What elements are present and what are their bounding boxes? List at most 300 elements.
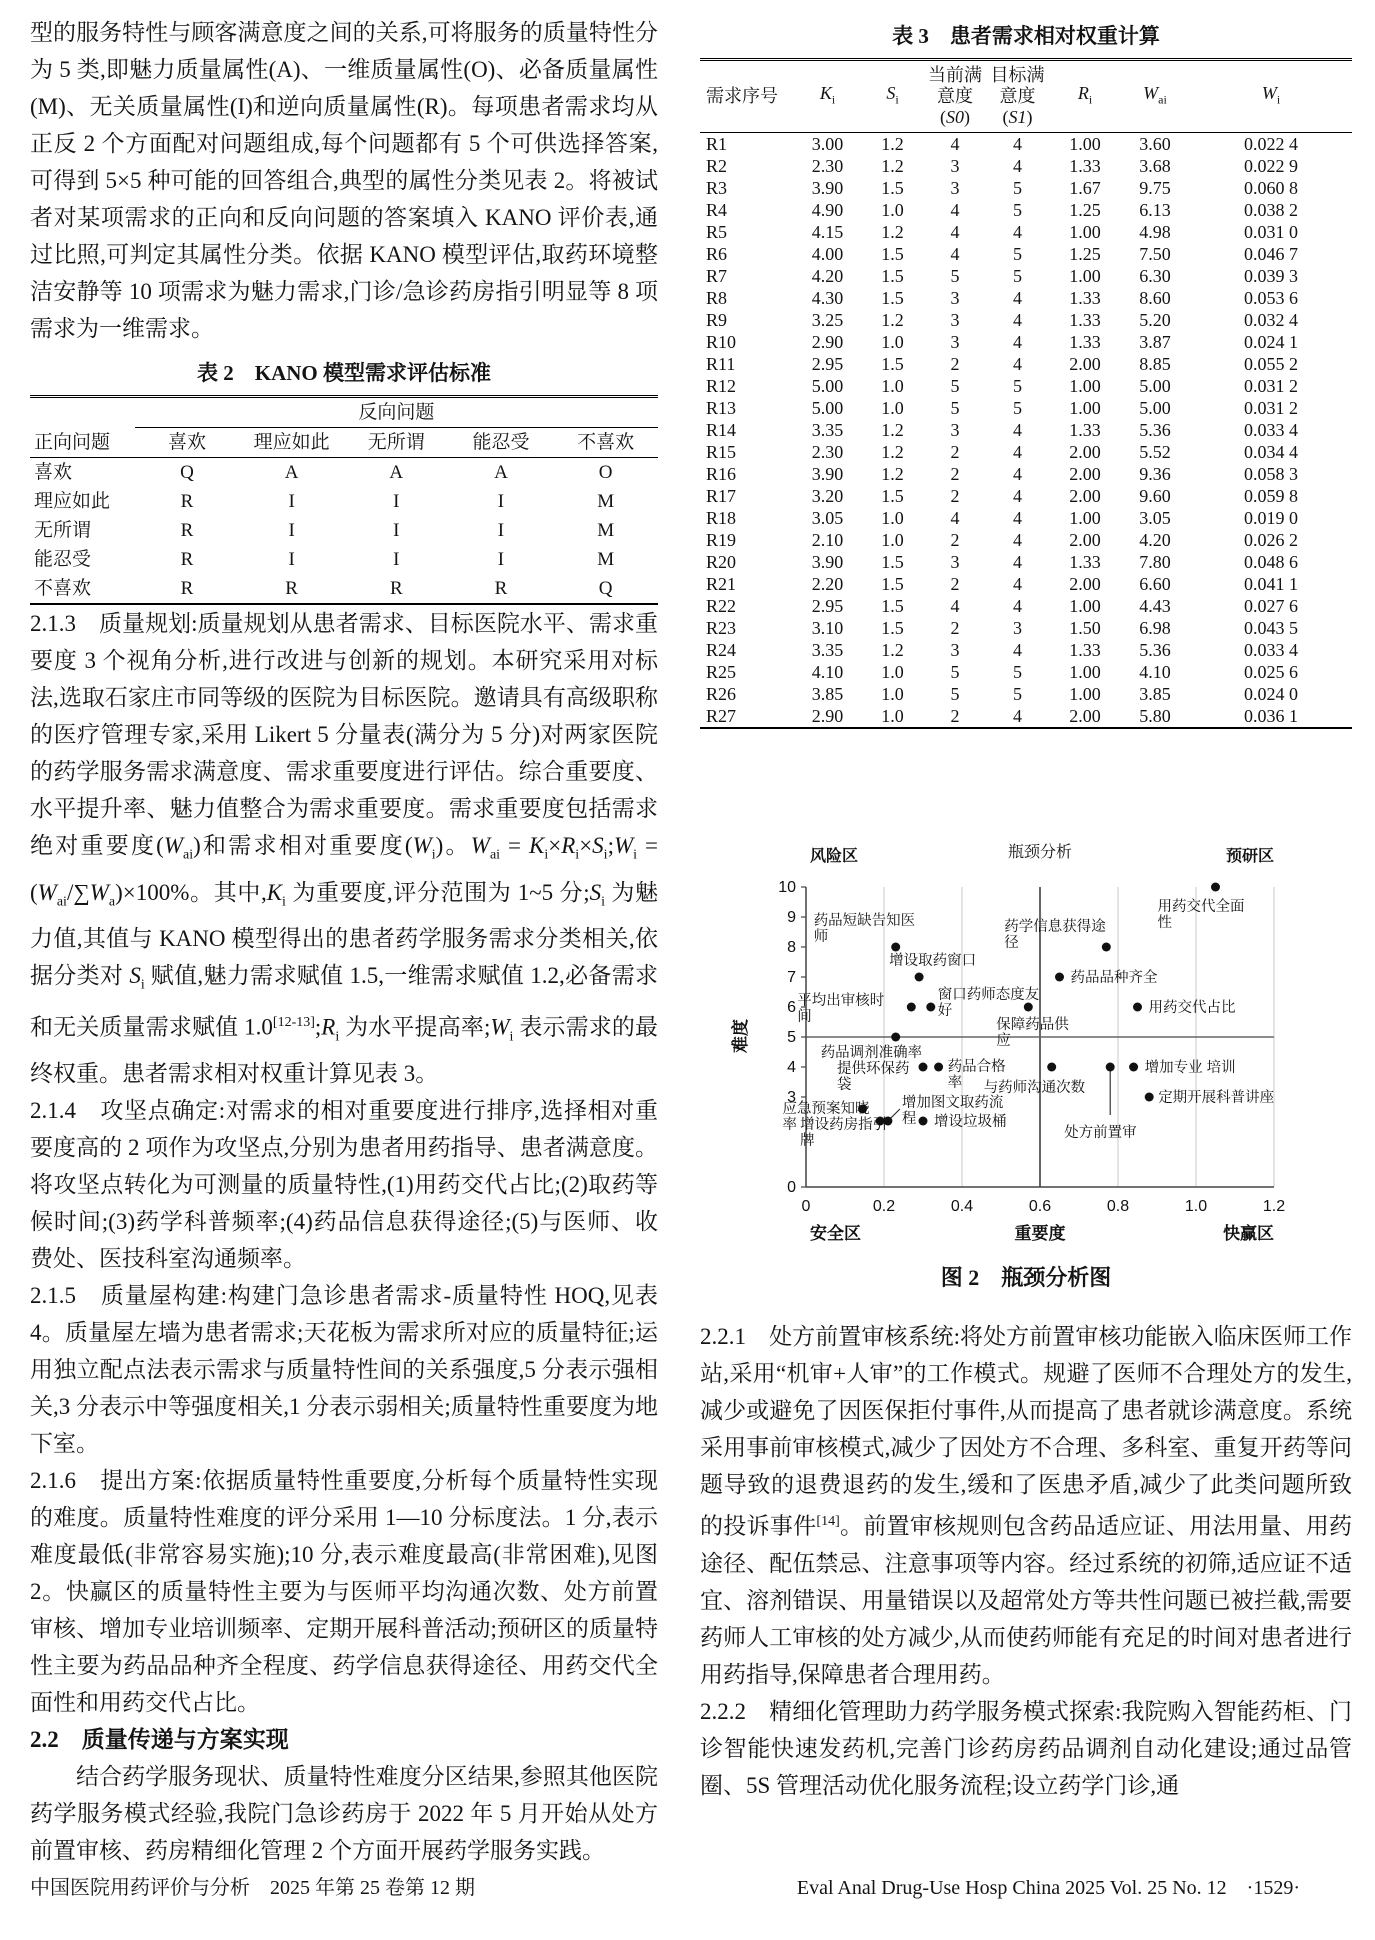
table3-row [700,155,1352,177]
point-label: 用药交代全面 [1157,899,1245,915]
data-point [1211,883,1220,892]
data-point [1024,1003,1033,1012]
table3-cell: 9.75 [1139,178,1171,198]
table3-cell: 1.50 [1069,618,1101,638]
table2-row-header: 不喜欢 [34,578,92,599]
table3-cell: 2.95 [811,596,844,616]
table3-row-id: R12 [706,376,737,396]
table3-cell: 1.00 [1069,376,1101,396]
table3-cell: 2 [950,442,960,462]
table3-cell: 2.00 [1069,530,1101,550]
table3-row-id: R13 [706,398,737,418]
table2-group-header: 反向问题 [135,397,658,428]
table3-cell: 3 [950,178,960,198]
table3-cell: 3.00 [811,134,844,154]
data-point [915,973,924,982]
point-label: 药品品种齐全 [1070,970,1158,986]
table3-cell: 1.0 [881,332,904,352]
table3-cell: 5 [1013,662,1022,682]
y-tick-label: 10 [778,879,796,896]
table3-row [700,441,1352,463]
table3-cell: 0.031 2 [1244,376,1298,396]
point-label: 程 [901,1111,917,1127]
table3-cell: 0.059 8 [1244,486,1298,506]
point-label: 与药师沟通次数 [983,1080,1086,1096]
section-2-1-4: 2.1.4 攻坚点确定:对需求的相对重要度进行排序,选择相对重要度高的 2 项作为攻坚点,分别为患者用药指导、患者满意度。将攻坚点转化为可测量的质量特性,(1)用药交代占比;(2)取药等候时间;(3)药学科普频率;(4)药品信息获得途径;(5)与医师、收费处、医技科室沟通频率。 [30,1098,658,1272]
table3-cell: 3 [950,552,960,572]
point-label: 应 [996,1033,1011,1049]
table3-cell: 2.00 [1069,574,1101,594]
table3-row-id: R26 [706,684,737,704]
table3-cell: 1.25 [1069,200,1101,220]
table3-cell: 0.043 5 [1244,618,1298,638]
point-label: 牌 [800,1133,815,1149]
table3-cell: 0.038 2 [1244,200,1298,220]
table3-row-id: R7 [706,266,728,286]
table3-cell: 1.00 [1069,266,1101,286]
table3-row-id: R15 [706,442,737,462]
table2-cell: I [497,549,505,570]
table3-cell: 2.10 [811,530,844,550]
table3-cell: 1.00 [1069,596,1101,616]
table3-row-id: R11 [706,354,736,374]
point-label: 用药交代占比 [1148,1000,1236,1016]
table3-cell: 3.20 [811,486,844,506]
table3-cell: 3.90 [811,178,844,198]
table2-row [30,487,658,516]
table3-cell: 5.52 [1139,442,1171,462]
table3-cell: 1.5 [881,552,904,572]
x-tick-label: 0.6 [1028,1198,1052,1215]
table2-col-header: 理应如此 [239,428,344,458]
table2-cell: R [180,520,194,541]
x-tick-label: 0.4 [950,1198,974,1215]
table3-cell: 3.90 [811,552,844,572]
table3-cell: 4 [950,508,960,528]
table2-col-header: 能忍受 [449,428,554,458]
table3-cell: 4 [1013,332,1022,352]
table3-cell: 5.00 [811,398,844,418]
table3-cell: 2.20 [811,574,844,594]
table3-cell: 9.36 [1139,464,1171,484]
table3-cell: 4 [1013,508,1022,528]
table3-row-id: R1 [706,134,728,154]
x-tick-label: 1.0 [1184,1198,1208,1215]
chart-title: 瓶颈分析 [1007,844,1073,861]
table2-cell: I [393,549,400,570]
table3-cell: 1.0 [881,530,904,550]
table3-cell: 5 [950,398,960,418]
table3-row [700,507,1352,529]
table2-corner-header: 正向问题 [30,397,135,458]
table3-row [700,397,1352,419]
table2-cell: M [597,491,615,512]
table3-col-header: 当前满 意度 (S0) [925,60,985,133]
data-point [907,1003,916,1012]
table3-cell: 1.33 [1069,640,1101,660]
table3-cell: 5 [1013,684,1022,704]
table2-cell: Q [180,462,194,483]
data-point [919,1063,928,1072]
y-tick-label: 6 [787,999,796,1016]
point-label: 增加专业 培训 [1144,1060,1236,1076]
table3-cell: 1.0 [881,684,904,704]
table3-row [700,617,1352,639]
point-label: 定期开展科普讲座 [1158,1090,1275,1106]
table3-cell: 7.80 [1139,552,1171,572]
table3-row [700,573,1352,595]
paragraph-2-2: 结合药学服务现状、质量特性难度分区结果,参照其他医院药学服务模式经验,我院门急诊药房于 2022 年 5 月开始从处方前置审核、药房精细化管理 2 个方面开展药学服务实践。 [30,1764,658,1864]
table3-row [700,243,1352,265]
table3-cell: 1.00 [1069,508,1101,528]
table3-cell: 4 [1013,310,1022,330]
table3-cell: 5 [1013,244,1022,264]
table3-cell: 4 [950,596,960,616]
y-tick-label: 3 [787,1089,796,1106]
table3-cell: 3 [950,288,960,308]
table3-cell: 2.90 [811,706,844,726]
point-label: 平均出审核时 [797,993,885,1009]
table3-cell: 4.15 [811,222,844,242]
table3-cell: 3.85 [1139,684,1171,704]
point-label: 应急预案知晓 [782,1101,870,1117]
table3-cell: 1.5 [881,618,904,638]
table3-row-id: R6 [706,244,728,264]
data-point [1106,1063,1115,1072]
zone-label-risk: 风险区 [810,848,859,865]
table3-cell: 3 [950,332,960,352]
table3-cell: 3.35 [811,640,844,660]
table3-cell: 1.33 [1069,332,1101,352]
table3-cell: 4.20 [1139,530,1171,550]
table3-cell: 2 [950,574,960,594]
table3-cell: 5.00 [1139,376,1171,396]
data-point [891,943,900,952]
table3-cell: 5 [950,684,960,704]
table3-cell: 2.90 [811,332,844,352]
table3-cell: 8.60 [1139,288,1171,308]
section-2-2-1: 2.2.1 处方前置审核系统:将处方前置审核功能嵌入临床医师工作站,采用“机审+人审”的工作模式。规避了医师不合理处方的发生,减少或避免了因医保拒付事件,从而提高了患者就诊满意度。系统采用事前审核模式,减少了因处方不合理、多科室、重复开药等问题导致的退费退药的发生,缓和了医患矛盾,减少了此类问题所致的投诉事件[14]。前置审核规则包含药品适应证、用法用量、用药途径、配伍禁忌、注意事项等内容。经过系统的初筛,适应证不适宜、溶剂错误、用量错误以及超常处方等共性问题已被拦截,需要药师人工审核的处方减少,从而使药师能有充足的时间对患者进行用药指导,保障患者合理用药。 [700,1324,1353,1687]
table3-cell: 0.034 4 [1244,442,1298,462]
table3-row [700,177,1352,199]
table3-cell: 4 [950,244,960,264]
table2-cell: M [597,520,615,541]
table3-cell: 2 [950,618,960,638]
table3-cell: 3.68 [1139,156,1171,176]
table2-cell: R [180,491,194,512]
table3-cell: 1.2 [881,640,904,660]
table3-cell: 1.0 [881,662,904,682]
table3-cell: 3.35 [811,420,844,440]
point-label: 间 [797,1009,812,1025]
table2-cell: I [497,520,505,541]
table3-cell: 1.5 [881,178,904,198]
table3-cell: 0.032 4 [1244,310,1298,330]
table3-cell: 1.2 [881,420,904,440]
table3-cell: 3.85 [811,684,844,704]
table3-cell: 0.031 0 [1244,222,1298,242]
table3-cell: 0.025 6 [1244,662,1298,682]
table3-cell: 1.33 [1069,310,1101,330]
table3-cell: 2.00 [1069,486,1101,506]
table3-cell: 6.98 [1139,618,1171,638]
table3-row [700,375,1352,397]
table3-cell: 5 [1013,200,1022,220]
table3-col-header: 目标满 意度 (S1) [985,60,1050,133]
table3-cell: 1.2 [881,222,904,242]
table3-col-header: $R_i$ [1050,60,1120,133]
data-point [1145,1093,1154,1102]
data-point [919,1117,928,1126]
table2-row-header: 喜欢 [34,462,73,483]
point-label: 增设药房指引 [800,1117,888,1133]
table3-cell: 1.0 [881,200,904,220]
table3-cell: 0.024 1 [1244,332,1298,352]
bottleneck-figure [700,837,1352,1292]
table3-cell: 0.055 2 [1244,354,1298,374]
table3-cell: 3 [950,420,960,440]
table3-cell: 4 [950,134,960,154]
table3-cell: 1.2 [881,442,904,462]
table2-cell: A [389,462,404,483]
table3-row [700,485,1352,507]
table3-col-header: $K_i$ [795,60,860,133]
table2-row [30,458,658,488]
table3-cell: 1.33 [1069,288,1101,308]
table3-cell: 1.2 [881,464,904,484]
table3-cell: 1.2 [881,156,904,176]
table3-cell: 1.00 [1069,684,1101,704]
table3-row-id: R4 [706,200,728,220]
data-point [1055,973,1064,982]
section-2-1-6: 2.1.6 提出方案:依据质量特性重要度,分析每个质量特性实现的难度。质量特性难度的评分采用 1—10 分标度法。1 分,表示难度最低(非常容易实施);10 分,表示难度最高(非常困难),见图 2。快赢区的质量特性主要为与医师平均沟通次数、处方前置审核、增加专业培训频率、定期开展科普活动;预研区的质量特性主要为药品品种齐全程度、药学信息获得途径、用药交代全面性和用药交代占比。 [30,1468,658,1716]
weights-table [700,58,1352,729]
table3-row-id: R16 [706,464,737,484]
zone-label-quickwin: 快赢区 [1223,1224,1274,1243]
table3-cell: 2 [950,486,960,506]
point-label: 药品短缺告知医 [813,913,916,929]
figure-caption: 图 2 瓶颈分析图 [940,1265,1112,1290]
table3-cell: 1.5 [881,266,904,286]
data-point [891,1033,900,1042]
table3-row [700,595,1352,617]
table3-cell: 0.060 8 [1244,178,1298,198]
table2-cell: A [494,462,508,483]
zone-label-preresearch: 预研区 [1225,848,1274,865]
data-point [1133,1003,1142,1012]
table3-row-id: R19 [706,530,737,550]
table3-cell: 1.67 [1069,178,1101,198]
table3-cell: 1.2 [881,134,904,154]
table3-cell: 4.10 [1139,662,1171,682]
table3-row [700,133,1352,156]
table2-col-header: 不喜欢 [553,428,658,458]
point-label: 增设垃圾桶 [934,1114,1007,1130]
y-tick-label: 9 [787,909,796,926]
point-label: 师 [813,929,829,945]
table2-cell: I [497,491,505,512]
table3-row-id: R23 [706,618,737,638]
table3-row-id: R3 [706,178,728,198]
table3-cell: 1.0 [881,508,904,528]
table3-cell: 9.60 [1139,486,1171,506]
table3-cell: 4.90 [811,200,844,220]
table3-cell: 3 [950,310,960,330]
table3-cell: 3 [950,640,960,660]
table3-cell: 4 [1013,640,1022,660]
table3-cell: 0.046 7 [1244,244,1298,264]
table3-row [700,529,1352,551]
table3-row-id: R9 [706,310,728,330]
zone-label-safe: 安全区 [810,1224,861,1243]
table3-cell: 4 [1013,464,1022,484]
table3-cell: 4 [1013,354,1022,374]
table3-cell: 6.13 [1139,200,1171,220]
table3-cell: 3.87 [1139,332,1171,352]
table3-row-id: R25 [706,662,737,682]
table3-cell: 0.024 0 [1244,684,1298,704]
section-2-2-2: 2.2.2 精细化管理助力药学服务模式探索:我院购入智能药柜、门诊智能快速发药机,完善门诊药房药品调剂自动化建设;通过品管圈、5S 管理活动优化服务流程;设立药学门诊,通 [700,1698,1352,1798]
table2-row [30,516,658,545]
table3-cell: 2.00 [1069,354,1101,374]
table3-cell: 2.30 [811,442,844,462]
table3-cell: 0.058 3 [1244,464,1298,484]
x-tick-label: 0 [801,1198,811,1215]
table3-cell: 5.20 [1139,310,1171,330]
table3-cell: 4 [1013,156,1022,176]
table3-cell: 0.039 3 [1244,266,1298,286]
kano-table [30,395,658,605]
table3-row-id: R14 [706,420,737,440]
table2-cell: I [288,491,295,512]
table3-cell: 4 [1013,442,1022,462]
table3-cell: 4.98 [1139,222,1171,242]
table3-cell: 4 [1013,706,1022,726]
footer-journal-en: Eval Anal Drug-Use Hosp China 2025 Vol. 25 No. 12 ·1529· [796,1877,1300,1899]
table2-row-header: 能忍受 [34,549,92,570]
table3-row [700,551,1352,573]
table3-row-id: R10 [706,332,737,352]
table3-row [700,199,1352,221]
table3-cell: 5 [950,376,960,396]
table3-row [700,221,1352,243]
table3-cell: 4.20 [811,266,844,286]
table3-cell: 0.022 9 [1244,156,1298,176]
point-label: 增加图文取药流 [901,1095,1004,1111]
table3-row [700,353,1352,375]
x-tick-label: 0.2 [872,1198,896,1215]
table3-cell: 3.25 [811,310,844,330]
table2-cell: I [393,491,400,512]
table3-cell: 5.36 [1139,640,1171,660]
point-label: 药品调剂准确率 [820,1045,923,1061]
table3-cell: 2 [950,464,960,484]
table3-row [700,639,1352,661]
table3-row-id: R22 [706,596,737,616]
point-label: 袋 [837,1077,852,1093]
table2-row-header: 无所谓 [34,520,92,541]
x-tick-label: 1.2 [1262,1198,1286,1215]
table3-cell: 1.25 [1069,244,1101,264]
data-point [926,1003,935,1012]
paragraph-intro: 型的服务特性与顾客满意度之间的关系,可将服务的质量特性分为 5 类,即魅力质量属性(A)、一维质量属性(O)、必备质量属性(M)、无关质量属性(I)和逆向质量属性(R)。每项患者需求均从正反 2 个方面配对问题组成,每个问题都有 5 个可供选择答案,可得到 5×5 种可能的回答组合,典型的属性分类见表 2。将被试者对某项需求的正向和反向问题的答案填入 KANO 评价表,通过比照,可判定其属性分类。依据 KANO 模型评估,取药环境整洁安静等 10 项需求为魅力需求,门诊/急诊药房指引明显等 8 项需求为一维需求。 [30,20,658,341]
table3-cell: 3 [1013,618,1022,638]
table3-cell: 1.2 [881,310,904,330]
table3-row [700,309,1352,331]
table3-cell: 4 [1013,574,1022,594]
table3-cell: 2.95 [811,354,844,374]
table3-cell: 3.05 [811,508,844,528]
table3-cell: 3 [950,156,960,176]
y-tick-label: 4 [787,1059,796,1076]
table3-cell: 5.00 [1139,398,1171,418]
table3-cell: 4 [1013,486,1022,506]
table3-cell: 0.033 4 [1244,640,1298,660]
table2-row [30,574,658,604]
table2-title: 表 2 KANO 模型需求评估标准 [197,361,491,385]
table3-row-id: R21 [706,574,737,594]
table3-cell: 6.30 [1139,266,1171,286]
table3-cell: 5 [1013,178,1022,198]
table3-row-id: R18 [706,508,737,528]
table3-cell: 5 [950,266,960,286]
table3-col-header: $S_i$ [860,60,925,133]
table3-cell: 1.5 [881,596,904,616]
point-label: 径 [1004,935,1019,951]
y-axis-title: 难度 [731,1019,750,1053]
table3-row-id: R2 [706,156,728,176]
table3-col-header: $W_{ai}$ [1120,60,1190,133]
table3-cell: 5 [1013,266,1022,286]
table3-cell: 4 [950,200,960,220]
table3-cell: 3.10 [811,618,844,638]
table3-cell: 0.033 4 [1244,420,1298,440]
table3-cell: 4 [1013,552,1022,572]
table3-cell: 4 [1013,288,1022,308]
section-2-1-3: 2.1.3 质量规划:质量规划从患者需求、目标医院水平、需求重要度 3 个视角分析,进行改进与创新的规划。本研究采用对标法,选取石家庄市同等级的医院为目标医院。邀请具有高级职称的医疗管理专家,采用 Likert 5 分量表(满分为 5 分)对两家医院的药学服务需求满意度、需求重要度进行评估。综合重要度、水平提升率、魅力值整合为需求重要度。需求重要度包括需求绝对重要度$(W_{ai})$和需求相对重要度$(W_i)$。$W_{ai}$ = $K_i\times R_i\times S_i;W_i = (W_{ai}/\sum W_a)\times 100\%$。其中$,K_i$ 为重要度,评分范围为 1~5 分$;S_i$ 为魅力值,其值与 KANO 模型得出的患者药学服务需求分类相关,依据分类对 $S_i$ 赋值,魅力需求赋值 1.5,一维需求赋值 1.2,必备需求和无关质量需求赋值 $1.0[12-13];R_i$ 为水平提高率$;W_i$ 表示需求的最终权重。患者需求相对权重计算见表 3。 [30,611,659,1087]
table3-cell: 4.30 [811,288,844,308]
point-label: 率 [782,1117,798,1133]
data-point [1047,1063,1056,1072]
y-tick-label: 8 [787,939,796,956]
table3-cell: 4 [950,222,960,242]
table3-row-id: R8 [706,288,728,308]
table2-cell: I [393,520,400,541]
table3-cell: 5 [1013,376,1022,396]
y-tick-label: 7 [787,969,796,986]
table3-cell: 0.031 2 [1244,398,1298,418]
table3-cell: 6.60 [1139,574,1171,594]
table3-cell: 1.5 [881,244,904,264]
table3-row [700,419,1352,441]
point-label: 率 [947,1075,963,1091]
table3-cell: 0.041 1 [1244,574,1298,594]
table3-cell: 1.33 [1069,552,1101,572]
table2-cell: R [389,578,403,599]
table3-cell: 5.00 [811,376,844,396]
point-label: 增设取药窗口 [889,953,977,969]
table3-cell: 4.00 [811,244,844,264]
table3-row-id: R24 [706,640,737,660]
table3-cell: 2.00 [1069,706,1101,726]
table3-row [700,661,1352,683]
table3-cell: 2 [950,530,960,550]
table3-block [700,20,1352,729]
table3-cell: 0.027 6 [1244,596,1298,616]
table3-cell: 5.80 [1139,706,1171,726]
table3-cell: 1.0 [881,706,904,726]
table3-cell: 0.053 6 [1244,288,1298,308]
